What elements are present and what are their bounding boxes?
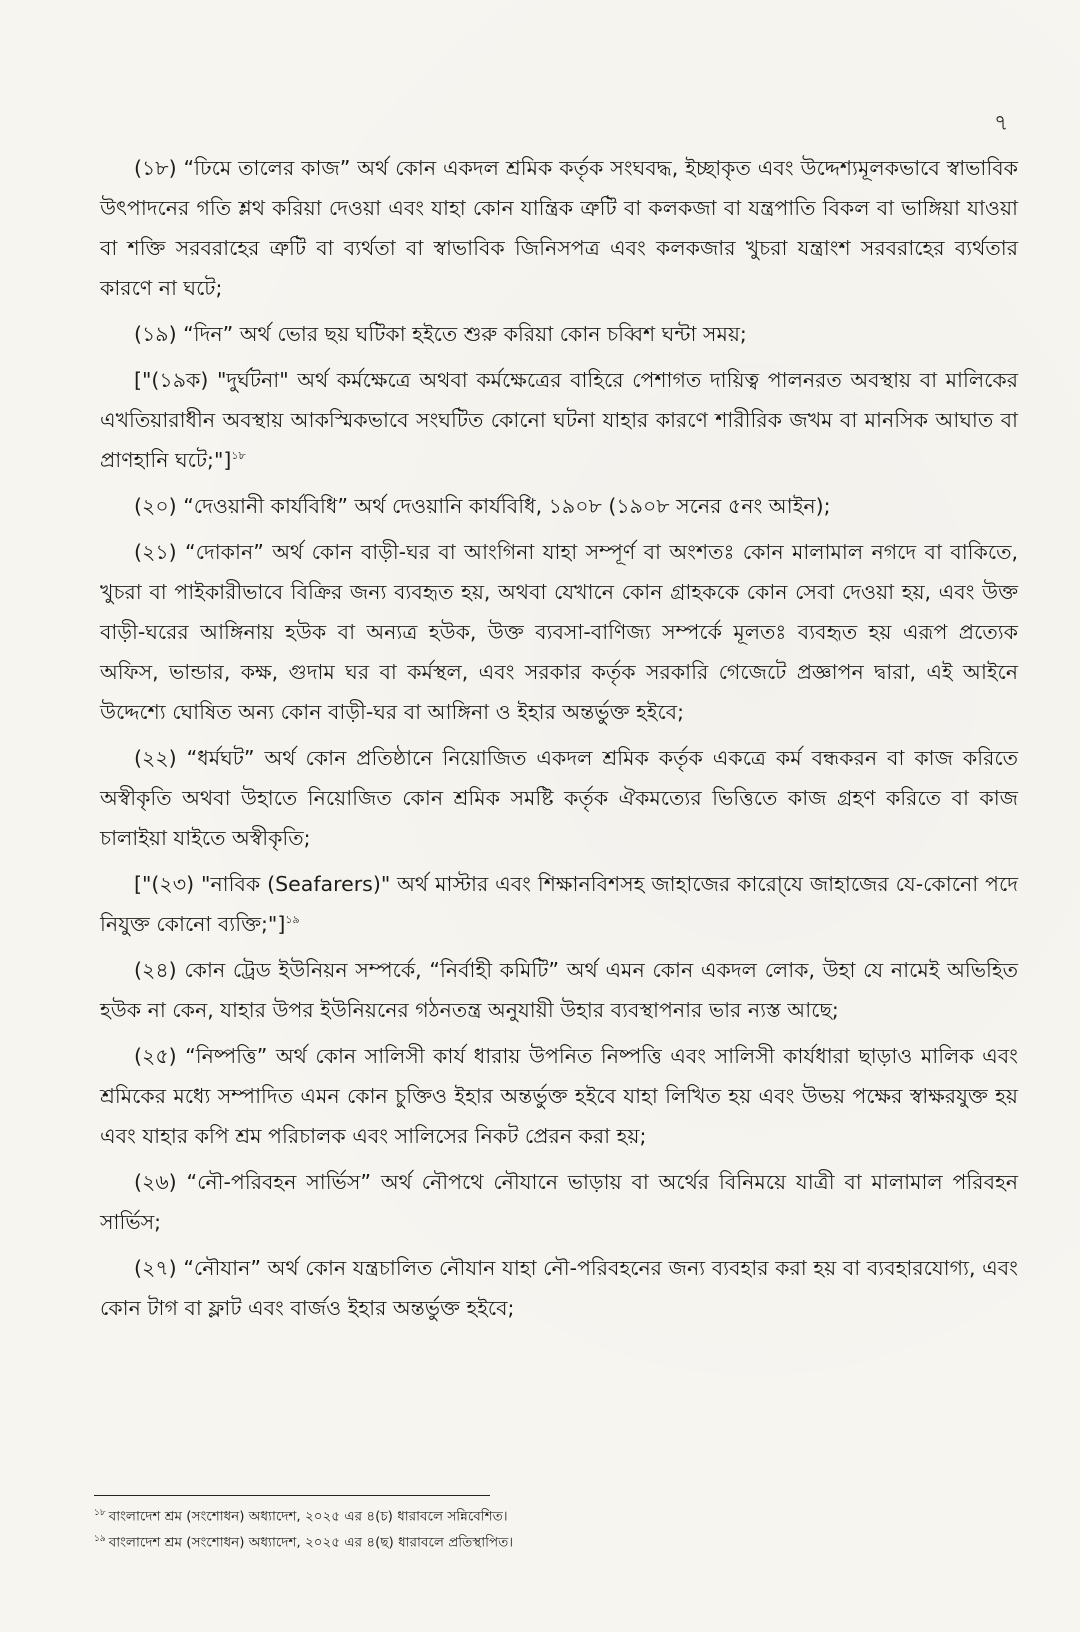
defined-term: “ঢিমে তালের কাজ” xyxy=(183,156,351,180)
clause-number: (২২) xyxy=(134,746,177,770)
footnote-ref-19[interactable]: ১৯ xyxy=(285,913,300,927)
definitions-body xyxy=(100,148,1018,1334)
clause-number: ["(১৯ক) xyxy=(134,368,209,392)
definition-25 xyxy=(100,1036,1018,1156)
definition-20 xyxy=(100,486,1018,526)
clause-number: (২১) xyxy=(134,540,177,564)
definition-text: অর্থ কোন বাড়ী-ঘর বা আংগিনা যাহা সম্পূর্ণ বা অংশতঃ কোন মালামাল নগদে বা বাকিতে, খুচরা বা পাইকারীভাবে বিক্রির জন্য ব্যবহৃত হয়, অথবা যেখানে কোন গ্রাহককে কোন সেবা দেওয়া হয়, এবং উক্ত বাড়ী-ঘরের আঙ্গিনায় হউক বা অন্যত্র হউক, উক্ত ব্যবসা-বাণিজ্য সম্পর্কে মূলতঃ ব্যবহৃত হয় এরূপ প্রত্যেক অফিস, ভান্ডার, কক্ষ, গুদাম ঘর বা কর্মস্থল, এবং সরকার কর্তৃক সরকারি গেজেটে প্রজ্ঞাপন দ্বারা, এই আইনে উদ্দেশ্যে ঘোষিত অন্য কোন বাড়ী-ঘর বা আঙ্গিনা ও ইহার অন্তর্ভুক্ত হইবে; xyxy=(100,540,1018,724)
footnotes xyxy=(94,1502,994,1553)
footnote-text: বাংলাদেশ শ্রম (সংশোধন) অধ্যাদেশ, ২০২৫ এর ৪(চ) ধারাবলে সন্নিবেশিত। xyxy=(108,1508,508,1525)
clause-number: (২৪) xyxy=(134,958,177,982)
defined-term: “নৌযান” xyxy=(183,1256,261,1280)
clause-number: (২৭) xyxy=(134,1256,177,1280)
clause-number: (২০) xyxy=(134,494,177,518)
definition-18 xyxy=(100,148,1018,308)
definition-19ka xyxy=(100,360,1018,480)
clause-number: (১৯) xyxy=(134,322,177,346)
footnote-text: বাংলাদেশ শ্রম (সংশোধন) অধ্যাদেশ, ২০২৫ এর ৪(ছ) ধারাবলে প্রতিস্থাপিত। xyxy=(108,1534,514,1550)
definition-26 xyxy=(100,1162,1018,1242)
definition-text: কোন ট্রেড ইউনিয়ন সম্পর্কে, “নির্বাহী কমিটি” অর্থ এমন কোন একদল লোক, উহা যে নামেই অভিহিত হউক না কেন, যাহার উপর ইউনিয়নের গঠনতন্ত্র অনুযায়ী উহার ব্যবস্থাপনার ভার ন্যস্ত আছে; xyxy=(100,958,1018,1022)
definition-text: অর্থ কোন একদল শ্রমিক কর্তৃক সংঘবদ্ধ, ইচ্ছাকৃত এবং উদ্দেশ্যমূলকভাবে স্বাভাবিক উৎপাদনের গতি শ্লথ করিয়া দেওয়া এবং যাহা কোন যান্ত্রিক ত্রুটি বা কলকজা বা যন্ত্রপাতি বিকল বা ভাঙ্গিয়া যাওয়া বা শক্তি সরবরাহের ত্রুটি বা ব্যর্থতা বা স্বাভাবিক জিনিসপত্র এবং কলকজার খুচরা যন্ত্রাংশ সরবরাহের ব্যর্থতার কারণে না ঘটে; xyxy=(100,156,1018,300)
definition-24 xyxy=(100,950,1018,1030)
defined-term: “নিষ্পত্তি” xyxy=(185,1044,268,1068)
defined-term: “দিন” xyxy=(183,322,234,346)
definition-19 xyxy=(100,314,1018,354)
definition-22 xyxy=(100,738,1018,858)
footnote-marker: ১৯ xyxy=(94,1533,106,1544)
definition-text: অর্থ কর্মক্ষেত্রে অথবা কর্মক্ষেত্রের বাহিরে পেশাগত দায়িত্ব পালনরত অবস্থায় বা মালিকের এখতিয়ারাধীন অবস্থায় আকস্মিকভাবে সংঘটিত কোনো ঘটনা যাহার কারণে শারীরিক জখম বা মানসিক আঘাত বা প্রাণহানি ঘটে;"] xyxy=(100,368,1018,472)
footnote-19 xyxy=(94,1528,994,1554)
clause-number: (২৫) xyxy=(134,1044,177,1068)
defined-term: "দুর্ঘটনা" xyxy=(216,368,289,392)
definition-21 xyxy=(100,532,1018,732)
definition-text: অর্থ কোন প্রতিষ্ঠানে নিয়োজিত একদল শ্রমিক কর্তৃক একত্রে কর্ম বন্ধকরন বা কাজ করিতে অস্বীকৃতি অথবা উহাতে নিয়োজিত কোন শ্রমিক সমষ্টি কর্তৃক ঐকমত্যের ভিত্তিতে কাজ গ্রহণ করিতে বা কাজ চালাইয়া যাইতে অস্বীকৃতি; xyxy=(100,746,1018,850)
footnote-marker: ১৮ xyxy=(94,1508,106,1518)
definition-text: অর্থ কোন যন্ত্রচালিত নৌযান যাহা নৌ-পরিবহনের জন্য ব্যবহার করা হয় বা ব্যবহারযোগ্য, এবং কোন টাগ বা ফ্লাট এবং বার্জও ইহার অন্তর্ভুক্ত হইবে; xyxy=(100,1256,1018,1320)
footnote-divider xyxy=(94,1495,490,1496)
definition-text: অর্থ দেওয়ানি কার্যবিধি, ১৯০৮ (১৯০৮ সনের ৫নং আইন); xyxy=(347,494,831,518)
clause-number: (১৮) xyxy=(134,156,177,180)
definition-text: অর্থ কোন সালিসী কার্য ধারায় উপনিত নিষ্পত্তি এবং সালিসী কার্যধারা ছাড়াও মালিক এবং শ্রমিকের মধ্যে সম্পাদিত এমন কোন চুক্তিও ইহার অন্তর্ভুক্ত হইবে যাহা লিখিত হয় এবং উভয় পক্ষের স্বাক্ষরযুক্ত হয় এবং যাহার কপি শ্রম পরিচালক এবং সালিসের নিকট প্রেরন করা হয়; xyxy=(100,1044,1018,1148)
definition-text: অর্থ মাস্টার এবং শিক্ষানবিশসহ জাহাজের কারো্যে জাহাজের যে-কোনো পদে নিযুক্ত কোনো ব্যক্তি;"] xyxy=(100,872,1018,936)
defined-term: “দেওয়ানী কার্যবিধি” xyxy=(183,494,348,518)
defined-term: “ধর্মঘট” xyxy=(186,746,255,770)
clause-number: ["(২৩) xyxy=(134,872,195,896)
clause-number: (২৬) xyxy=(134,1170,177,1194)
definition-text: অর্থ ভোর ছয় ঘটিকা হইতে শুরু করিয়া কোন চব্বিশ ঘন্টা সময়; xyxy=(233,322,747,346)
defined-term: “নৌ-পরিবহন সার্ভিস” xyxy=(186,1170,371,1194)
definition-27 xyxy=(100,1248,1018,1328)
definition-23 xyxy=(100,864,1018,944)
footnote-18 xyxy=(94,1502,994,1528)
defined-term: “দোকান” xyxy=(185,540,264,564)
page-number: ৭ xyxy=(994,111,1009,136)
definition-text: অর্থ নৌপথে নৌযানে ভাড়ায় বা অর্থের বিনিময়ে যাত্রী বা মালামাল পরিবহন সার্ভিস; xyxy=(100,1170,1018,1234)
footnote-ref-18[interactable]: ১৮ xyxy=(231,449,246,463)
defined-term: "নাবিক (Seafarers)" xyxy=(201,872,391,896)
